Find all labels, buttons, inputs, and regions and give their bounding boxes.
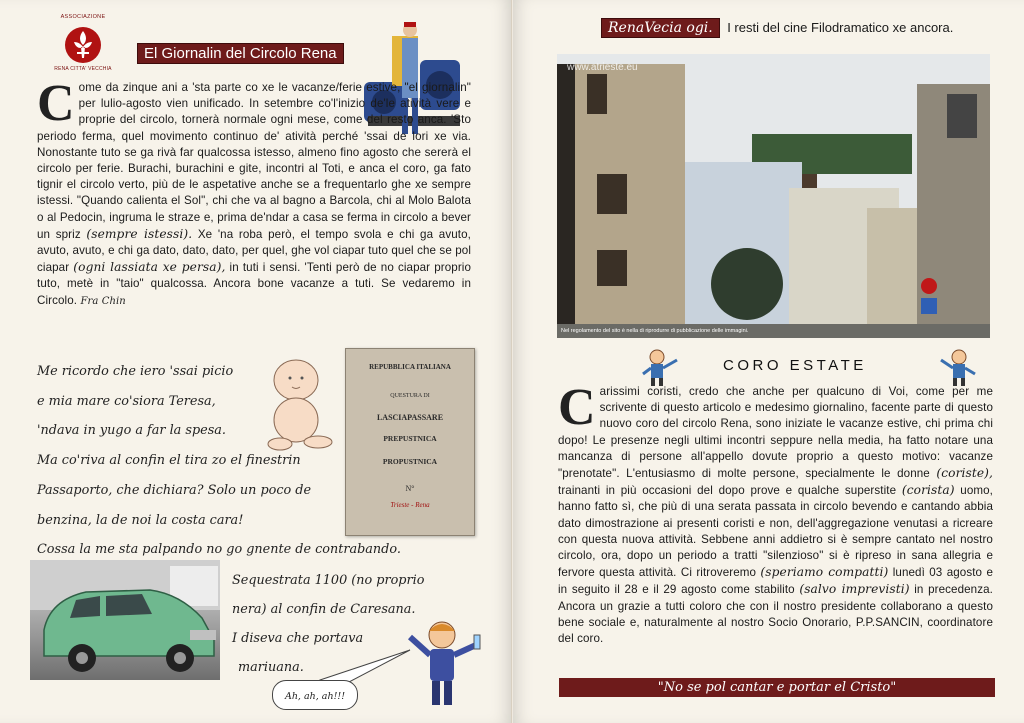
baby-illustration (262, 354, 336, 454)
coro-part-4: lunedì 03 agosto e in seguito il 28 e il 29 agosto come stabilito (558, 566, 993, 597)
intro-article (37, 75, 472, 310)
poem-line: e mia mare co'siora Teresa, (37, 394, 216, 409)
header-tag: RenaVecia ogi. (601, 18, 720, 38)
coro-italic-4: (salvo imprevisti) (799, 582, 910, 597)
poem-line: Passaporto, che dichiara? Solo un poco de (37, 483, 312, 498)
doc-line-1: REPUBBLICA ITALIANA (369, 363, 451, 371)
coro-italic-1: (coriste), (936, 466, 993, 481)
right-page (513, 0, 1024, 723)
old-pass-document (345, 348, 475, 536)
baby-icon (262, 354, 336, 454)
car-photo (30, 560, 220, 680)
doc-number: N° (405, 484, 415, 493)
poem-line: Sequestrata 1100 (no proprio (232, 573, 425, 588)
coro-part-1: arissimi coristi, credo che anche per qualcuno di Voi, come per me scrivente di questo articolo e medesimo giornalino, facente parte di questo nuovo coro del circolo Rena, sono iniziate le vacanze estive, chi prima chi dopo! Le presenze negli ultimi incontri seppure nella media, ha fatto notare una mancanza di persone all'appello dovute proprio a questo motivo: vacanze "prenotate". L'entusiasmo di molte persone, specialmente le donne (558, 385, 993, 481)
coro-part-5: in precedenza. Ancora un grazie a tutti coloro che con il nostro presidente collaborano a questo bene sociale e, naturalmente al nostro Socio Onorario, P.P.SANCIN, coordinatore del coro. (558, 583, 993, 646)
coro-part-3: uomo, hanno fatto sì, che più di una serata passata in circolo bevendo e cantando abbia dato dimostrazione ai presenti coristi e non, dell'aggregazione venutasi a ricreare con questa nuova attività. Sebbene anni addietro si è sempre cantato nel nostro circolo, ora, dopo un periodo a tratti "silenzioso" si è ripreso in sana allegria e fervore questa attività. Ci ritroveremo (558, 484, 994, 580)
coro-article (558, 379, 994, 647)
dropcap-letter: C (37, 75, 75, 132)
poem-line: Me ricordo che iero 'ssai picio (37, 364, 234, 379)
poem-line: mariuana. (238, 660, 304, 675)
poem-line: nera) al confin de Caresana. (232, 602, 416, 617)
street-photo (557, 54, 990, 338)
conductor-right-icon (937, 348, 979, 388)
photo-caption: Nel regolamento del sito è nella di riprodurre di pubblicazione delle immagini. (561, 328, 749, 334)
coro-dropcap-letter: C (558, 379, 596, 436)
poem-line: I diseva che portava (232, 631, 364, 646)
article-part-2: Xe 'na roba però, el tempo svola e chi ga avuto, avuto, avuto, e chi ga dato, dato, dato, per quel, ghe vol ciapar tuto quel che se pol ciapar (37, 227, 471, 275)
speech-bubble-text: Ah, ah, ah!!! (284, 691, 346, 702)
poem-line: Ma co'riva al confin el tira zo el finestrin (37, 453, 301, 468)
coro-part-2: trainanti in più occasioni del dopo prove e qualche superstite (558, 484, 897, 498)
vintage-car-icon (30, 560, 220, 680)
coro-italic-2: (corista) (901, 483, 955, 498)
author-signature: Fra Chin (80, 295, 126, 307)
doc-line-4: PREPUSTNICA (383, 434, 437, 443)
doc-line-2: QUESTURA DI (390, 393, 430, 399)
article-italic-1: (sempre istessi). (86, 226, 193, 241)
article-italic-2: (ogni lassiata xe persa), (73, 260, 226, 275)
photo-watermark: www.atrieste.eu (567, 62, 638, 73)
logo-text-top: ASSOCIAZIONE (60, 14, 106, 20)
poem-line: benzina, la de noi la costa cara! (37, 513, 244, 528)
coro-estate-title: CORO ESTATE (723, 357, 867, 374)
logo-text-bottom: RENA CITTA' VECCHIA (54, 66, 112, 72)
article-part-3: in tuti i sensi. 'Tenti però de no ciapar proprio tuto, metè in "taio" qualcossa. Ancora bone vacanze a tuti. Se vedaremo in Circolo. (37, 261, 472, 307)
header-text: I resti del cine Filodramatico xe ancora. (727, 20, 954, 35)
footer-quote-bar: "No se pol cantar e portar el Cristo" (559, 678, 995, 697)
conductor-left-icon (639, 348, 681, 388)
poem-line: Cossa la me sta palpando no go gnente de contrabando. (37, 542, 401, 557)
newsletter-title: El Giornalin del Circolo Rena (137, 43, 344, 64)
association-logo (52, 14, 114, 76)
speech-bubble (272, 680, 358, 710)
doc-stamp: Trieste - Rena (390, 501, 430, 509)
right-header (601, 18, 953, 38)
doc-line-3: LASCIAPASSARE (376, 413, 444, 422)
doc-line-5: PROPUSTNICA (382, 457, 438, 466)
article-part-1: ome da zinque ani a 'sta parte co xe le vacanze/ferie estive, "el giornalin" per lulio-agosto vien unificado. In setembre co'l'inizio de'le atività vere e proprie del circolo, tornerà normale ogni mese, come del resto anca. 'Sto periodo ferma, quel movimento continuo de' atività perché 'ssai de lori xe via. Nonostante tuto se ga rivà far qualcossa istesso, almeno fino agosto che sererà el circolo per ferie. Burachi, burachini e gite, incontri al Toti, e anca el coro, ga fato tignir el circolo verto, più de le aspetative anche se a frequentarlo ghe xe sempre istessi. "Quando calienta el Sol", chi che va al bagno a Barcola, chi al Molo Balota o al Pedocin, ingruma le straze e, prima de'ndar a casa se ferma in circolo a bever un spriz (37, 81, 471, 241)
old-cinema-building-icon (557, 54, 990, 338)
coro-italic-3: (speriamo compatti) (760, 565, 889, 580)
poem-line: 'ndava in yugo a far la spesa. (37, 423, 226, 438)
